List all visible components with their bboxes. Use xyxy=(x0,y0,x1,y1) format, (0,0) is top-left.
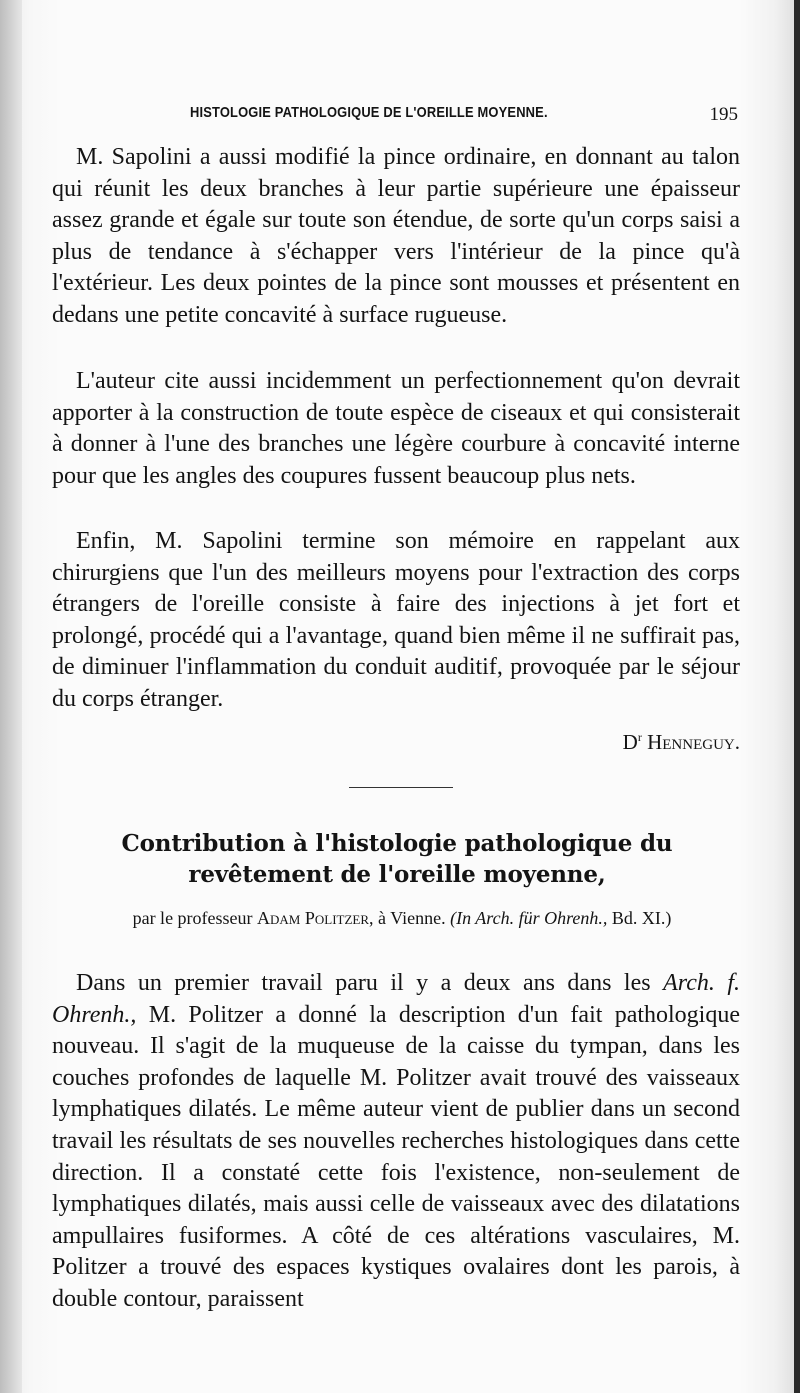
paragraph-conclusion xyxy=(52,526,740,716)
running-header-title: HISTOLOGIE PATHOLOGIQUE DE L'OREILLE MOYENNE. xyxy=(190,104,548,121)
journal-reference: Arch. f. Ohrenh., xyxy=(52,970,740,1028)
paragraph-text: M. Sapolini a aussi modifié la pince ordinaire, en donnant au talon qui réunit les deux branches à leur partie supérieure une épaisseur assez grande et égale sur toute son étendue, de sorte qu'un corps saisi a plus de tendance à s'échapper vers l'intérieur de la pince qu'à l'extérieur. Les deux pointes de la pince sont mousses et présentent en dedans une petite concavité à surface rugueuse. xyxy=(52,144,740,328)
paragraph-text xyxy=(52,968,740,1316)
byline-source: (In Arch. für Ohrenh., xyxy=(450,908,608,928)
byline-par: par le professeur xyxy=(132,908,253,928)
paragraph-text: L'auteur cite aussi incidemment un perfectionnement qu'on devrait apporter à la construction de toute espèce de ciseaux et qui consisterait à donner à l'une des branches une légère courbure à concavité interne pour que les angles des coupures fussent beaucoup plus nets. xyxy=(52,368,740,489)
section-separator xyxy=(349,787,453,788)
signature-name: Henneguy. xyxy=(647,730,740,754)
signature-prefix: $D^r$ xyxy=(622,730,642,754)
paragraph-text: Enfin, M. Sapolini termine son mémoire en rappelant aux chirurgiens que l'un des meilleurs moyens pour l'extraction des corps étrangers de l'oreille consiste à faire des injections à jet fort et prolongé, procédé qui a l'avantage, quand bien même il ne suffirait pas, de diminuer l'inflammation du conduit auditif, provoquée par le séjour du corps étranger. xyxy=(52,528,740,712)
paragraph-sapolini-pince xyxy=(52,142,740,332)
author-signature xyxy=(623,730,740,755)
article-title: Contribution à l'histologie pathologique du revêtement de l'oreille moyenne, xyxy=(121,830,673,888)
byline-author: Adam Politzer, xyxy=(257,908,374,928)
byline-place: à Vienne. xyxy=(378,908,446,928)
paragraph-start: Dans un premier travail paru il y a deux ans dans les xyxy=(76,970,651,996)
article-byline xyxy=(72,906,732,931)
paragraph-rest: M. Politzer a donné la description d'un fait pathologique nouveau. Il s'agit de la muqueuse de la caisse du tympan, dans les couches profondes de laquelle M. Politzer avait trouvé des vaisseaux lymphatiques dilatés. Le même auteur vient de publier dans un second travail les résultats de ses nouvelles recherches histologiques dans cette direction. Il a constaté cette fois l'existence, non-seulement de lymphatiques dilatés, mais aussi celle de vaisseaux avec des dilatations ampullaires fusiformes. A côté de ces altérations vasculaires, M. Politzer a trouvé des espaces kystiques ovalaires dont les parois, à double contour, paraissent xyxy=(52,1001,741,1312)
page-right-edge xyxy=(794,0,800,1393)
paragraph-ciseaux xyxy=(52,366,740,492)
running-header xyxy=(190,104,740,132)
byline-volume: Bd. XI.) xyxy=(611,908,672,928)
page-number: 195 xyxy=(709,104,738,125)
paragraph-politzer xyxy=(52,968,740,1316)
page-gutter-shadow xyxy=(0,0,22,1393)
